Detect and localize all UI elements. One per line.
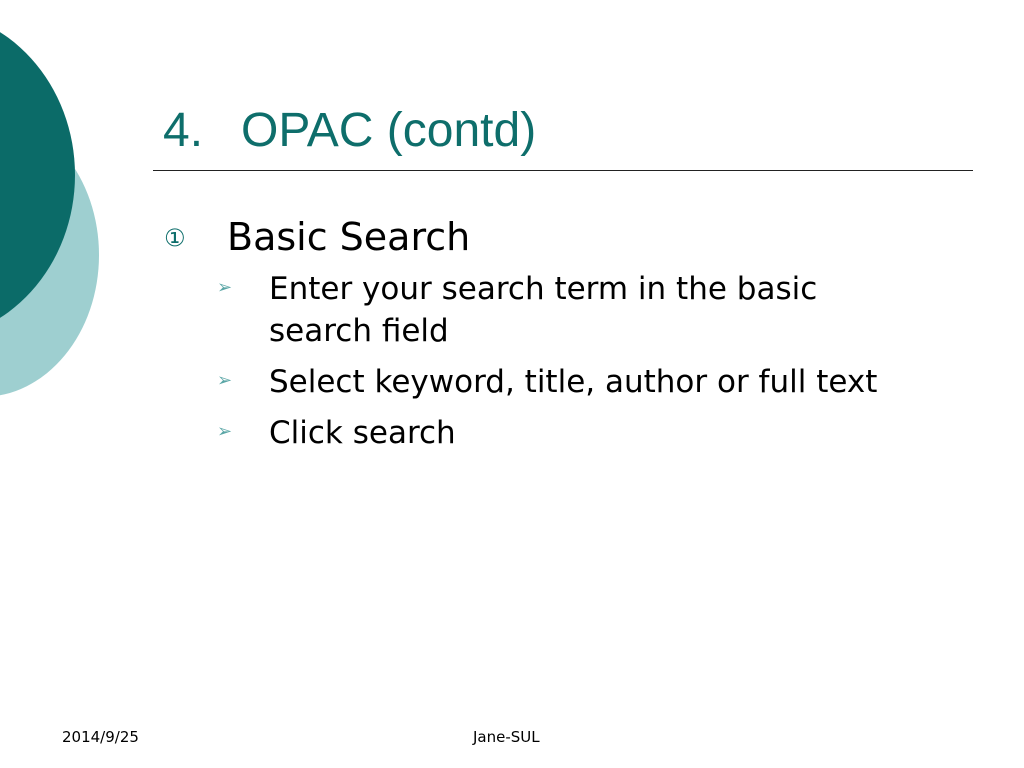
bullet-level2-text: Click search [269,415,456,451]
footer-author: Jane-SUL [473,728,540,746]
arrow-bullet-icon: ➢ [217,421,233,442]
footer-date: 2014/9/25 [62,728,139,746]
circled-one-bullet-icon: ① [164,224,186,252]
arrow-bullet-icon: ➢ [217,370,233,391]
slide-content [160,210,940,454]
bullet-level2-item [160,361,940,403]
bullet-level2-text: Select keyword, title, author or full text [269,364,878,400]
bullet-level2-item [160,268,940,352]
title-divider [153,170,973,171]
slide-title [163,98,536,162]
title-text: OPAC (contd) [241,103,537,157]
title-number: 4. [163,103,204,157]
bullet-level1-item [160,210,940,264]
bullet-level2-text: Enter your search term in the basic search field [269,271,818,349]
bullet-level2-item [160,412,940,454]
arrow-bullet-icon: ➢ [217,277,233,298]
bullet-level1-text: Basic Search [227,215,471,259]
